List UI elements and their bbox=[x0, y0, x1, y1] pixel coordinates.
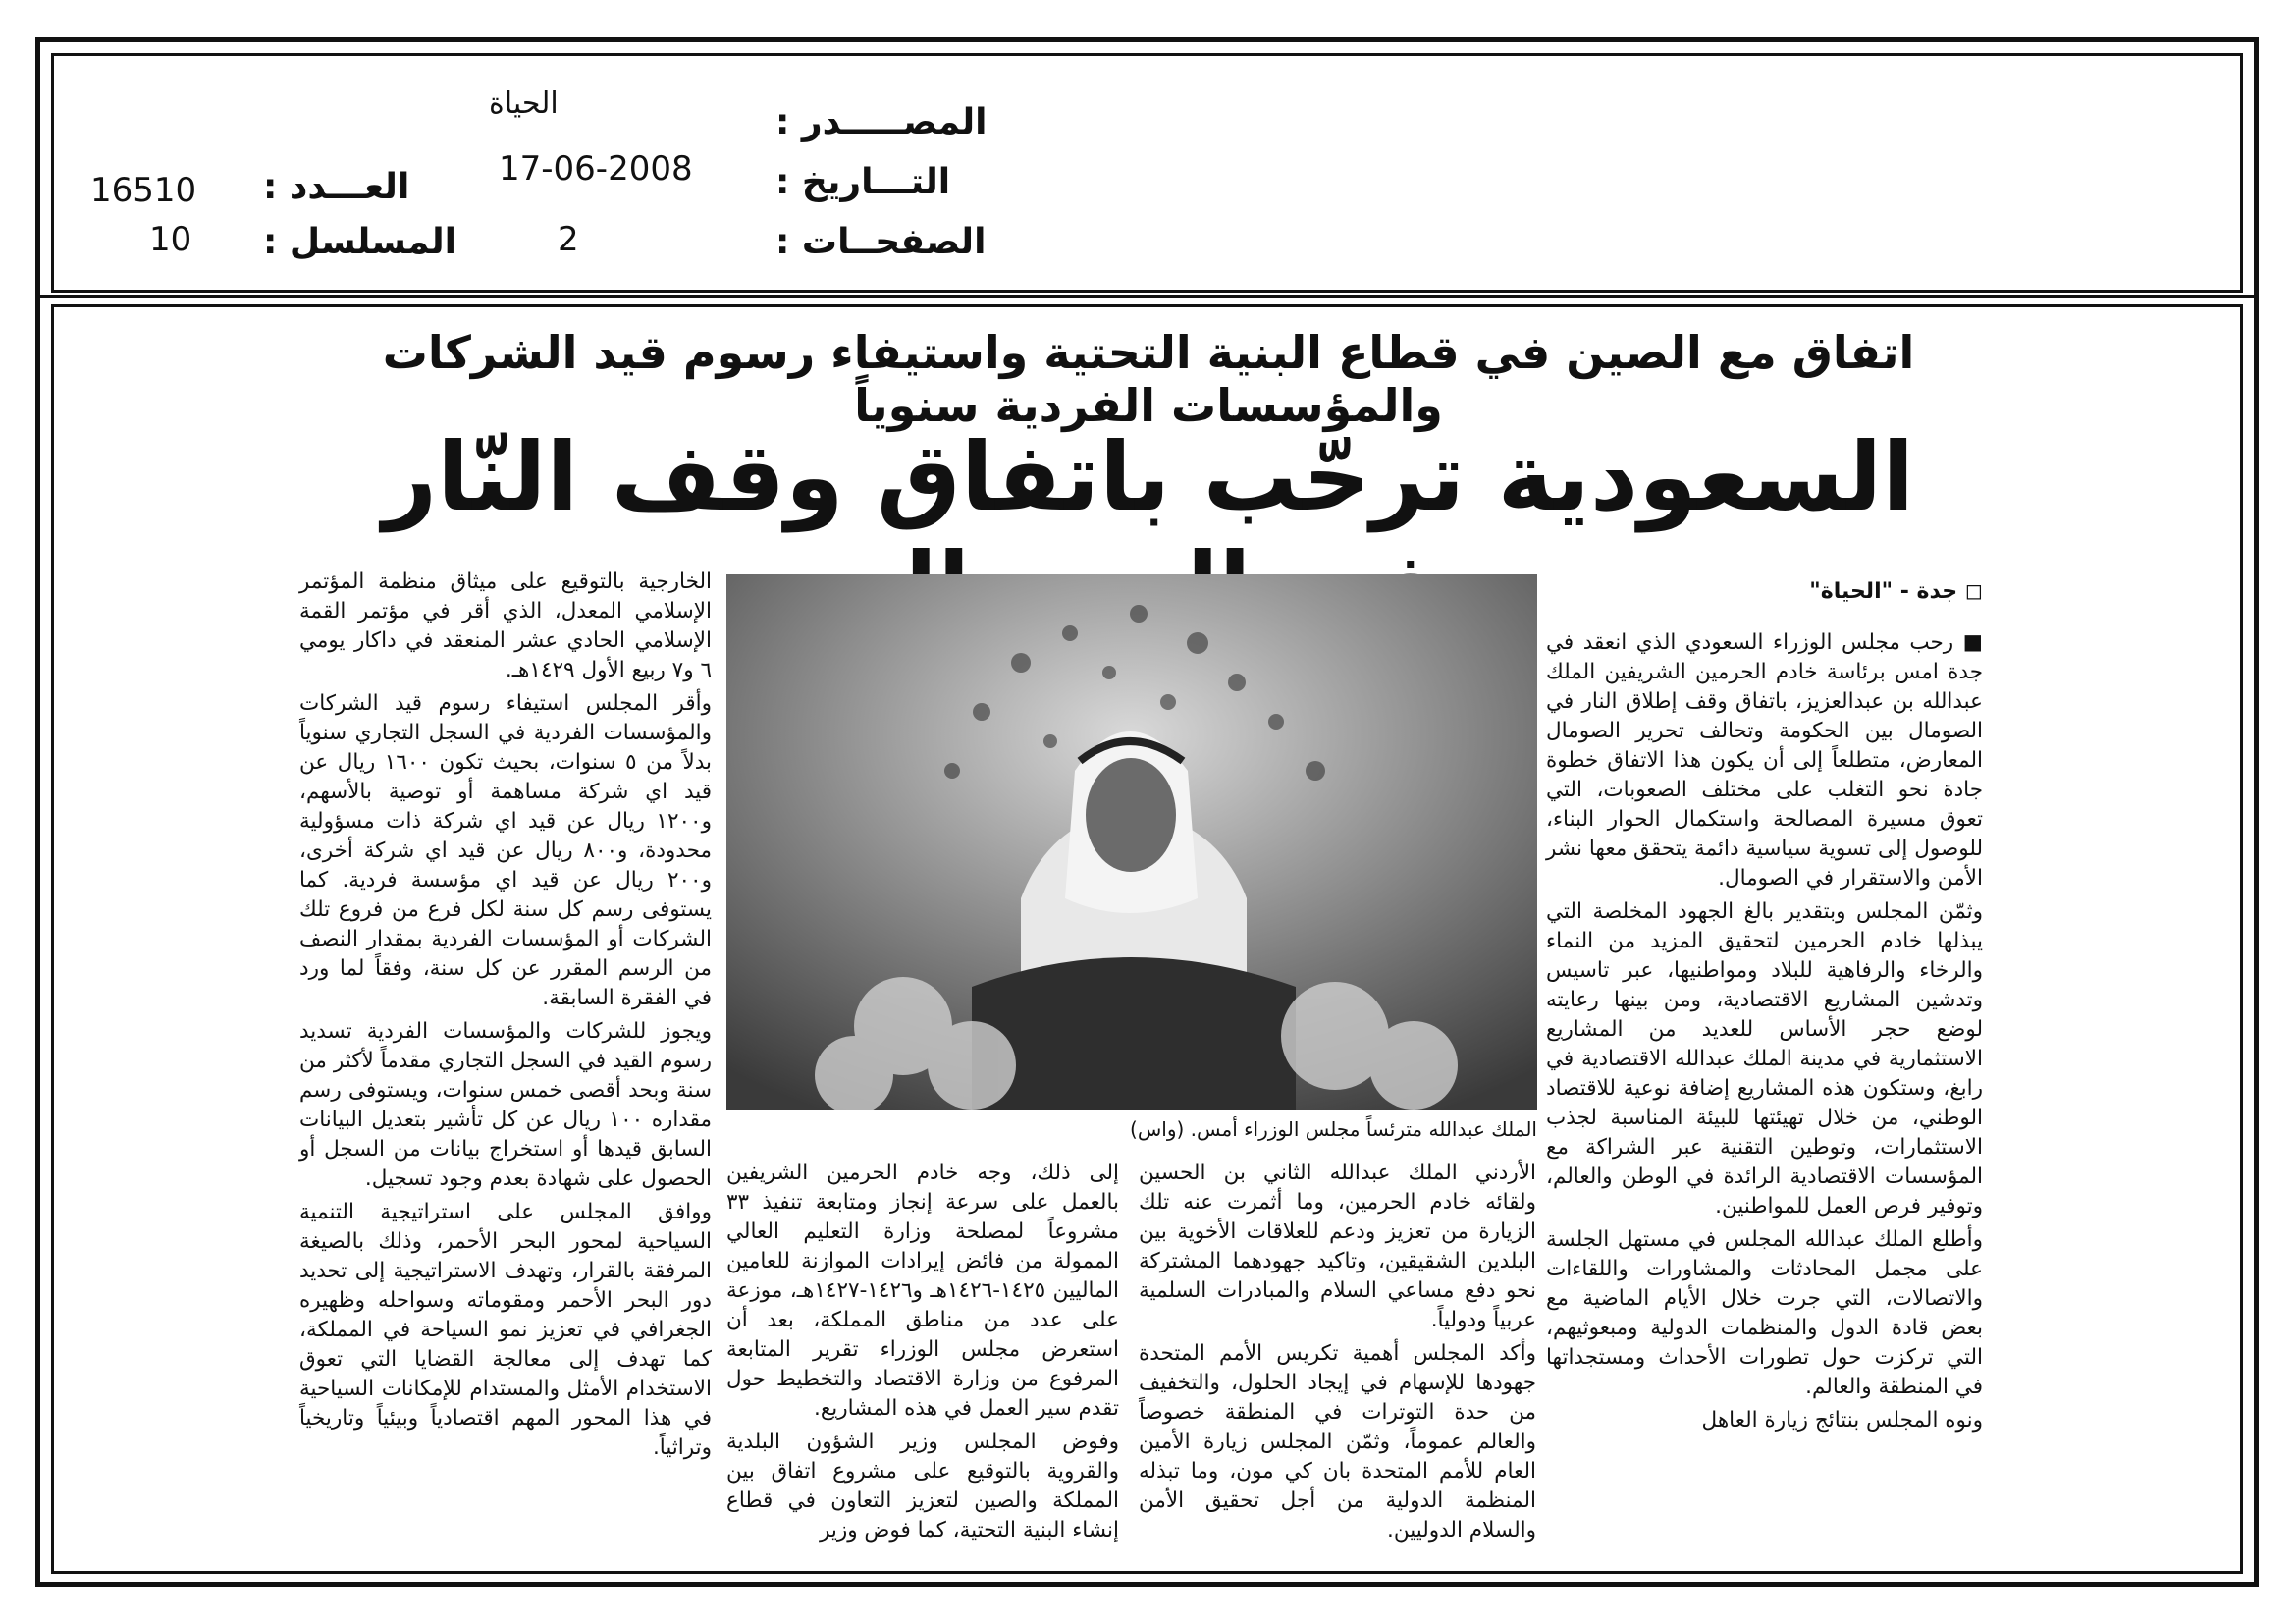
paragraph: وأقر المجلس استيفاء رسوم قيد الشركات والمؤسسات الفردية في السجل التجاري سنوياً بدلاً من ٥ سنوات، بحيث تكون ١٦٠٠ ريال عن قيد اي شركة مساهمة أو توصية بالأسهم، و١٢٠٠ ريال عن قيد اي شركة ذات مسؤولية محدودة، و٨٠٠ ريال عن قيد اي شركة أخرى، و٢٠٠ ريال عن قيد اي مؤسسة فردية. كما يستوفى رسم كل سنة لكل فرع من فروع تلك الشركات أو المؤسسات الفردية بمقدار النصف من الرسم المقرر عن كل سنة، وفقاً لما ورد في الفقرة السابقة. bbox=[299, 691, 712, 1010]
paragraph: إلى ذلك، وجه خادم الحرمين الشريفين بالعمل على سرعة إنجاز ومتابعة تنفيذ ٣٣ مشروعاً لمصلحة وزارة التعليم العالي الممولة من فائض إيرادات الموازنة للعامين الماليين ١٤٢٥-١٤٢٦هـ و١٤٢٦-١٤٢٧هـ، موزعة على عدد من مناطق المملكة، بعد أن استعرض مجلس الوزراء تقرير المتابعة المرفوع من وزارة الاقتصاد والتخطيط حول تقدم سير العمل في هذه المشاريع. bbox=[726, 1161, 1119, 1421]
paragraph: وثمّن المجلس وبتقدير بالغ الجهود المخلصة التي يبذلها خادم الحرمين لتحقيق المزيد من النماء والرخاء والرفاهية للبلاد ومواطنيها، عبر تاسيس وتدشين المشاريع الاقتصادية، ومن بينها رعايته لوضع حجر الأساس للعديد من المشاريع الاستثمارية في مدينة الملك عبدالله الاقتصادية في رابغ، وستكون هذه المشاريع إضافة نوعية للاقتصاد الوطني، من خلال تهيئتها للبيئة المناسبة لجذب الاستثمارات، وتوطين التقنية عبر الشراكة مع المؤسسات الاقتصادية الرائدة في الوطن والعالم، وتوفير فرص العمل للمواطنين. bbox=[1546, 899, 1983, 1218]
source-value: الحياة bbox=[489, 86, 559, 121]
article-column-2 bbox=[1139, 1159, 1536, 1549]
paragraph: ويجوز للشركات والمؤسسات الفردية تسديد رسوم القيد في السجل التجاري مقدماً لأكثر من سنة وبحد أقصى خمس سنوات، ويستوفى رسم مقداره ١٠٠ ريال عن كل تأشير بتعديل البيانات السابق قيدها أو استخراج بيانات من السجل أو الحصول على شهادة بعدم وجود تسجيل. bbox=[299, 1019, 712, 1191]
paragraph: وأكد المجلس أهمية تكريس الأمم المتحدة جهودها للإسهام في إيجاد الحلول، والتخفيف من حدة التوترات في المنطقة خصوصاً والعالم عموماً، وثمّن المجلس زيارة الأمين العام للأمم المتحدة بان كي مون، وما تبذله المنظمة الدولية من أجل تحقيق الأمن والسلام الدوليين. bbox=[1139, 1341, 1536, 1543]
issue-label: العـــدد : bbox=[263, 167, 410, 207]
issue-value: 16510 bbox=[90, 171, 197, 210]
source-label: المصـــــدر : bbox=[775, 102, 988, 142]
photo-illustration bbox=[726, 574, 1537, 1110]
paragraph: ونوه المجلس بنتائج زيارة العاهل bbox=[1701, 1408, 1983, 1433]
paragraph: ■ رحب مجلس الوزراء السعودي الذي انعقد في جدة امس برئاسة خادم الحرمين الشريفين الملك عبدالله بن عبدالعزيز، باتفاق وقف إطلاق النار في الصومال بين الحكومة وتحالف تحرير الصومال المعارض، متطلعاً إلى أن يكون هذا الاتفاق خطوة جادة نحو التغلب على مختلف الصعوبات، التي تعوق مسيرة المصالحة واستكمال الحوار البناء، للوصول إلى تسوية سياسية دائمة يتحقق معها نشر الأمن والاستقرار في الصومال. bbox=[1546, 630, 1983, 891]
date-label: التـــاريخ : bbox=[775, 162, 951, 202]
article-column-1 bbox=[1546, 628, 1983, 1439]
article-column-4 bbox=[299, 568, 712, 1467]
article-kicker: اتفاق مع الصين في قطاع البنية التحتية واستيفاء رسوم قيد الشركات والمؤسسات الفردية سنوياً bbox=[382, 326, 1915, 432]
pages-value: 2 bbox=[558, 220, 579, 259]
paragraph: وفوض المجلس وزير الشؤون البلدية والقروية بالتوقيع على مشروع اتفاق بين المملكة والصين لتعزيز التعاون في قطاع إنشاء البنية التحتية، كما فوض وزير bbox=[726, 1430, 1119, 1543]
paragraph: وأطلع الملك عبدالله المجلس في مستهل الجلسة على مجمل المحادثات والمشاورات واللقاءات والاتصالات، التي جرت خلال الأيام الماضية مع بعض قادة الدول والمنظمات الدولية ومبعوثيهم، التي تركزت حول تطورات الأحداث ومستجداتها في المنطقة والعالم. bbox=[1546, 1227, 1983, 1399]
pages-label: الصفحــات : bbox=[775, 222, 987, 262]
article-headline: السعودية ترحّب باتفاق وقف النّار bbox=[382, 422, 1915, 532]
paragraph: الأردني الملك عبدالله الثاني بن الحسين ولقائه خادم الحرمين، وما أثمرت عنه تلك الزيارة من تعزيز ودعم للعلاقات الأخوية بين البلدين الشقيقين، وتاكيد جهودهما المشتركة نحو دفع مساعي السلام والمبادرات السلمية عربياً ودولياً. bbox=[1139, 1161, 1536, 1332]
article-column-3 bbox=[726, 1159, 1119, 1549]
paragraph: الخارجية بالتوقيع على ميثاق منظمة المؤتمر الإسلامي المعدل، الذي أقر في مؤتمر القمة الإسلامي الحادي عشر المنعقد في داكار يومي ٦ و٧ ربيع الأول ١٤٢٩هـ. bbox=[299, 569, 712, 682]
paragraph: ووافق المجلس على استراتيجية التنمية السياحية لمحور البحر الأحمر، وذلك بالصيغة المرفقة بالقرار، وتهدف الاستراتيجية إلى تحديد دور البحر الأحمر ومقوماته وسواحله وظهيره الجغرافي في تعزيز نمو السياحة في المملكة، كما تهدف إلى معالجة القضايا التي تعوق الاستخدام الأمثل والمستدام للإمكانات السياحية في هذا المحور المهم اقتصادياً وبيئياً وتاريخياً وتراثياً. bbox=[299, 1200, 712, 1460]
photo-caption: الملك عبدالله مترئساً مجلس الوزراء أمس. (واس) bbox=[1130, 1117, 1537, 1141]
article-byline: ◻ جدة - "الحياة" bbox=[1809, 579, 1983, 604]
serial-label: المسلسل : bbox=[263, 222, 457, 262]
news-photo bbox=[726, 574, 1537, 1110]
date-value: 17-06-2008 bbox=[499, 149, 693, 189]
serial-value: 10 bbox=[149, 220, 192, 259]
header-separator bbox=[39, 295, 2256, 298]
